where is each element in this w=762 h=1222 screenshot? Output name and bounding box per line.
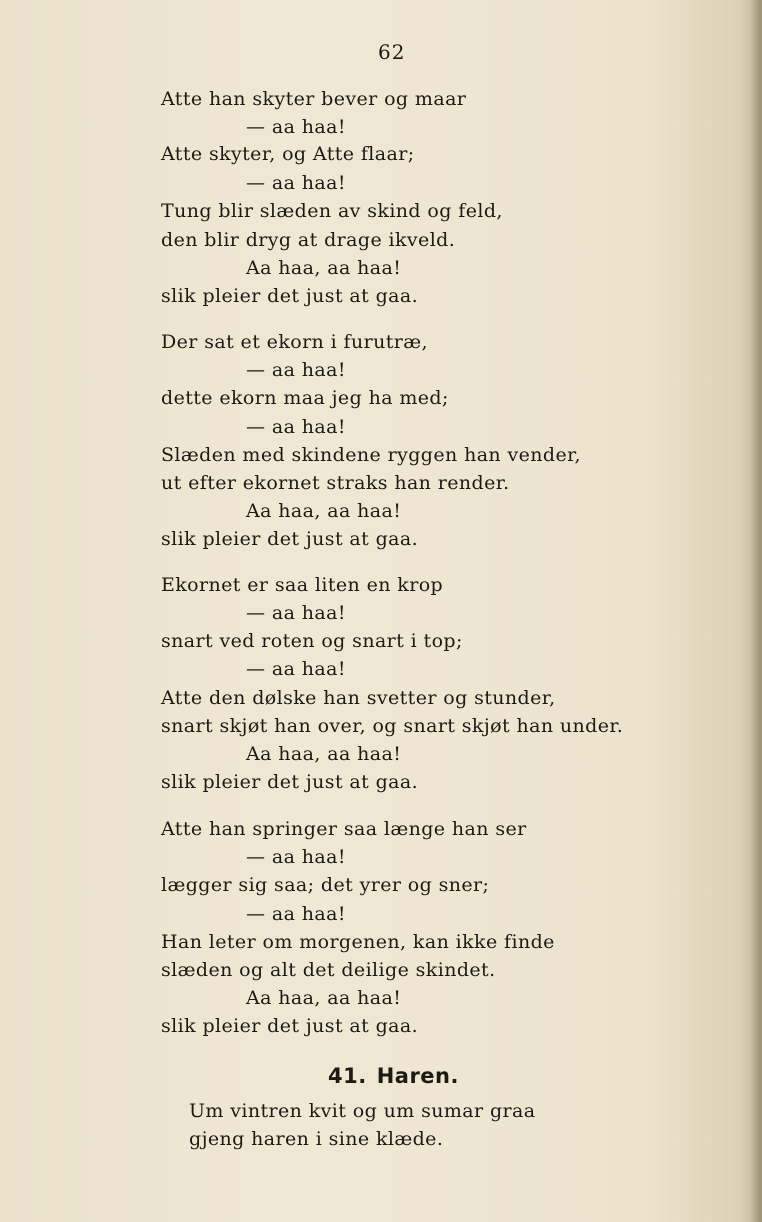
refrain-line: — aa haa!: [246, 846, 346, 868]
refrain-line: — aa haa!: [246, 116, 346, 138]
verse-line: ut efter ekornet straks han render.: [161, 472, 510, 494]
verse-line: Tung blir slæden av skind og feld,: [161, 200, 503, 222]
verse-line: slik pleier det just at gaa.: [161, 285, 419, 307]
verse-line: Atte han skyter bever og maar: [161, 88, 467, 110]
verse-line: Atte skyter, og Atte flaar;: [161, 143, 415, 165]
refrain-line: Aa haa, aa haa!: [246, 743, 402, 765]
verse-line: Der sat et ekorn i furutræ,: [161, 331, 428, 353]
refrain-line: Aa haa, aa haa!: [246, 257, 402, 279]
verse-line: Slæden med skindene ryggen han vender,: [161, 444, 581, 466]
refrain-line: — aa haa!: [246, 658, 346, 680]
refrain-line: Aa haa, aa haa!: [246, 987, 402, 1009]
song-heading: [328, 1064, 459, 1088]
verse-line: Ekornet er saa liten en krop: [161, 574, 444, 596]
verse-line: snart skjøt han over, og snart skjøt han under.: [161, 715, 624, 737]
verse-line: Atte den dølske han svetter og stunder,: [161, 687, 556, 709]
refrain-line: — aa haa!: [246, 602, 346, 624]
page-edge-shadow: [750, 0, 762, 1222]
verse-line: slik pleier det just at gaa.: [161, 1015, 419, 1037]
verse-line: dette ekorn maa jeg ha med;: [161, 387, 449, 409]
refrain-line: — aa haa!: [246, 903, 346, 925]
refrain-line: — aa haa!: [246, 359, 346, 381]
verse-line: snart ved roten og snart i top;: [161, 630, 463, 652]
song-number: 41.: [328, 1064, 367, 1088]
verse-line: Atte han springer saa længe han ser: [161, 818, 527, 840]
verse-line: slik pleier det just at gaa.: [161, 528, 419, 550]
verse-line: gjeng haren i sine klæde.: [189, 1128, 444, 1150]
refrain-line: Aa haa, aa haa!: [246, 500, 402, 522]
verse-line: Han leter om morgenen, kan ikke finde: [161, 931, 555, 953]
page-number: 62: [378, 40, 406, 64]
verse-line: Um vintren kvit og um sumar graa: [189, 1100, 536, 1122]
verse-line: lægger sig saa; det yrer og sner;: [161, 874, 490, 896]
refrain-line: — aa haa!: [246, 416, 346, 438]
verse-line: slæden og alt det deilige skindet.: [161, 959, 496, 981]
refrain-line: — aa haa!: [246, 172, 346, 194]
verse-line: slik pleier det just at gaa.: [161, 771, 419, 793]
verse-line: den blir dryg at drage ikveld.: [161, 229, 456, 251]
song-title: Haren.: [376, 1064, 459, 1088]
